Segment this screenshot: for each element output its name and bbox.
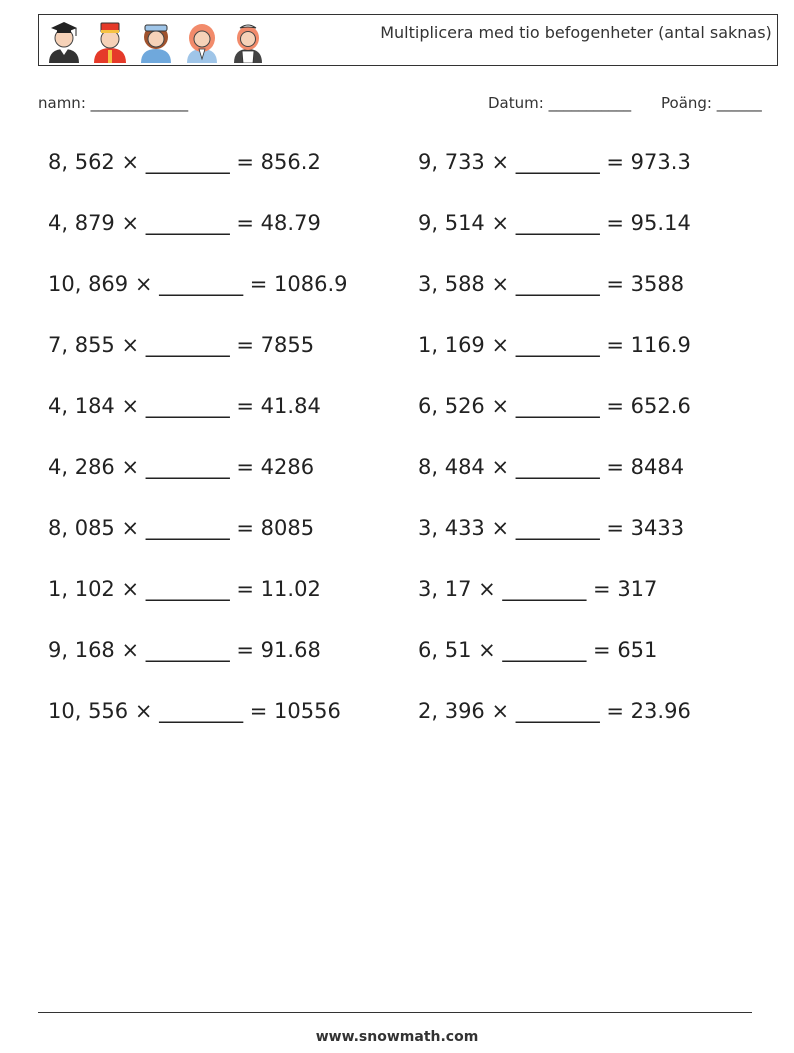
name-field: namn: _____________ <box>38 94 189 112</box>
problem-right-3: 3, 588 × ________ = 3588 <box>418 272 685 296</box>
avatar-strip <box>45 19 267 63</box>
problem-left-3: 10, 869 × ________ = 1086.9 <box>48 272 348 296</box>
problem-left-7: 8, 085 × ________ = 8085 <box>48 516 315 540</box>
problem-right-10: 2, 396 × ________ = 23.96 <box>418 699 691 723</box>
problem-right-2: 9, 514 × ________ = 95.14 <box>418 211 691 235</box>
problem-right-1: 9, 733 × ________ = 973.3 <box>418 150 691 174</box>
score-field: Poäng: ______ <box>661 94 762 112</box>
problem-left-10: 10, 556 × ________ = 10556 <box>48 699 341 723</box>
problem-left-8: 1, 102 × ________ = 11.02 <box>48 577 321 601</box>
problem-left-1: 8, 562 × ________ = 856.2 <box>48 150 321 174</box>
maid-icon <box>229 19 267 63</box>
problem-right-6: 8, 484 × ________ = 8484 <box>418 455 685 479</box>
problem-right-7: 3, 433 × ________ = 3433 <box>418 516 685 540</box>
problem-left-6: 4, 286 × ________ = 4286 <box>48 455 315 479</box>
date-field: Datum: ___________ <box>488 94 632 112</box>
footer-url[interactable]: www.snowmath.com <box>315 1029 479 1045</box>
problem-left-4: 7, 855 × ________ = 7855 <box>48 333 315 357</box>
problem-right-4: 1, 169 × ________ = 116.9 <box>418 333 691 357</box>
graduate-icon <box>45 19 83 63</box>
nurse-icon <box>137 19 175 63</box>
problem-right-8: 3, 17 × ________ = 317 <box>418 577 658 601</box>
problem-right-5: 6, 526 × ________ = 652.6 <box>418 394 691 418</box>
worksheet-title: Multiplicera med tio befogenheter (antal saknas) <box>380 23 772 42</box>
footer-divider <box>38 1012 752 1013</box>
problem-left-5: 4, 184 × ________ = 41.84 <box>48 394 321 418</box>
problem-right-9: 6, 51 × ________ = 651 <box>418 638 658 662</box>
header-box <box>38 14 778 66</box>
woman-icon <box>183 19 221 63</box>
problem-left-9: 9, 168 × ________ = 91.68 <box>48 638 321 662</box>
bellhop-icon <box>91 19 129 63</box>
problem-left-2: 4, 879 × ________ = 48.79 <box>48 211 321 235</box>
